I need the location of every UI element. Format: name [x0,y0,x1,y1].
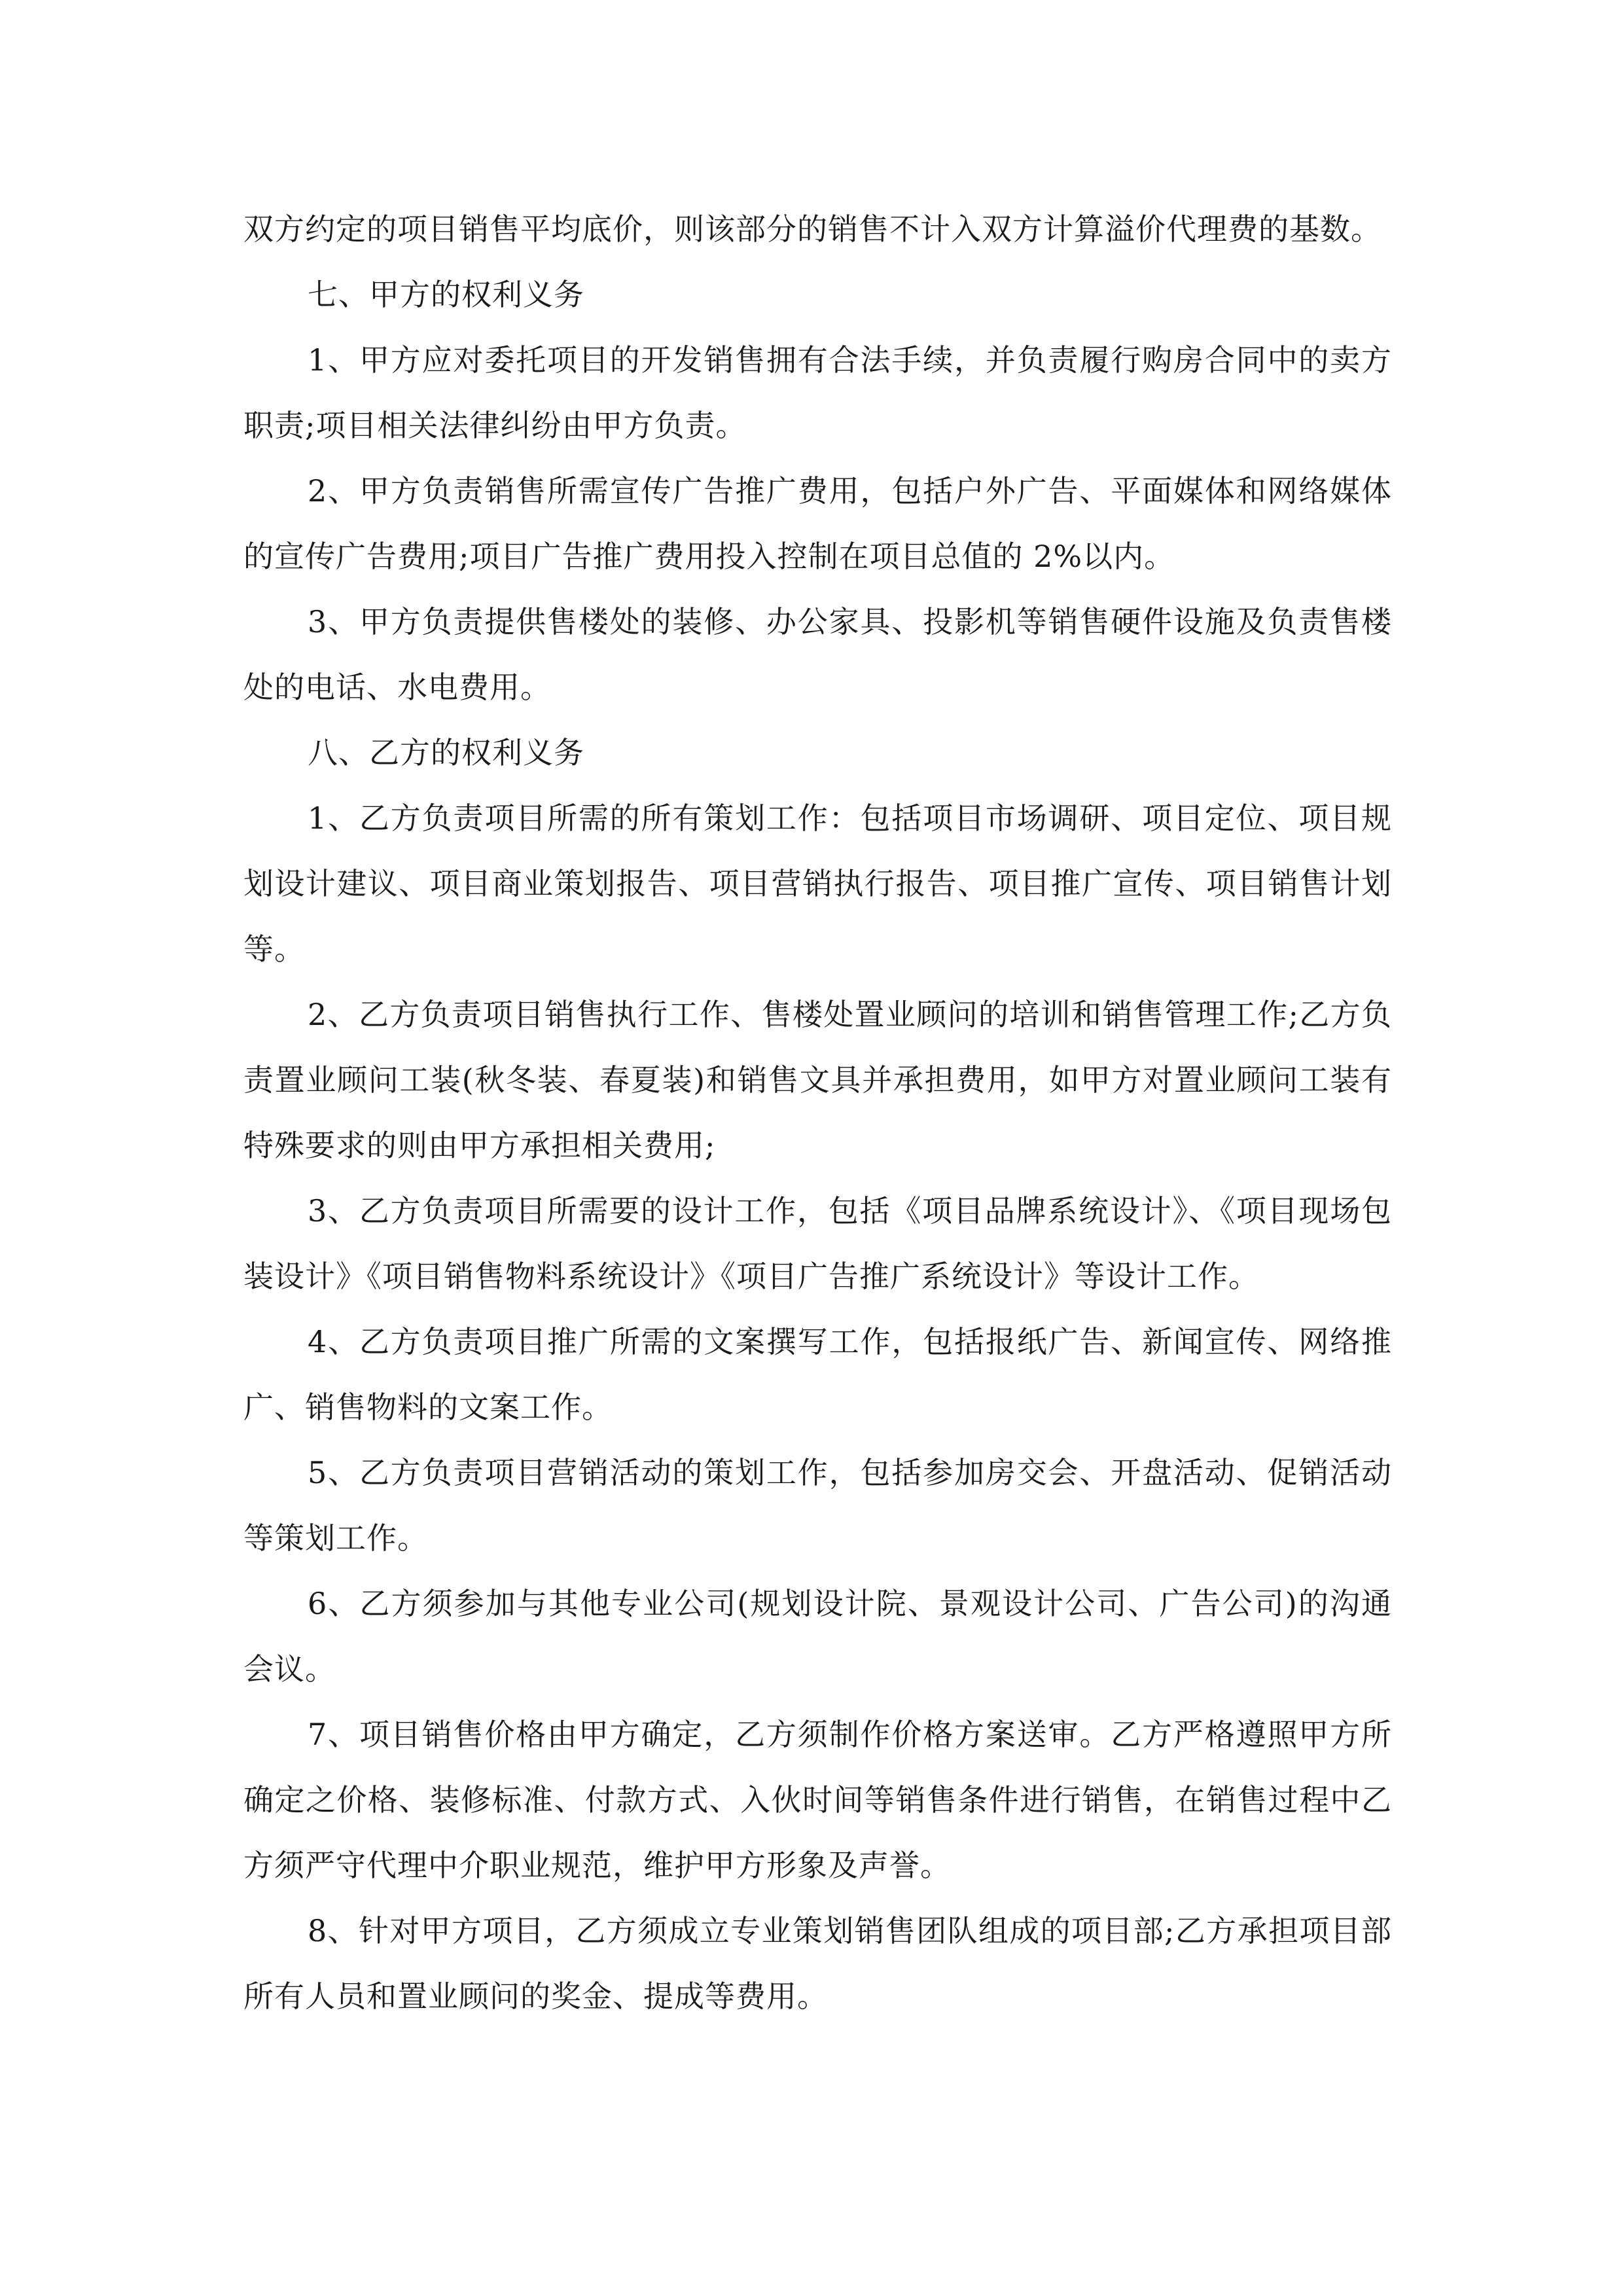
clause-b-8: 8、针对甲方项目，乙方须成立专业策划销售团队组成的项目部;乙方承担项目部所有人员和置业顾问的奖金、提成等费用。 [243,1913,1392,2014]
clause-b-7: 7、项目销售价格由甲方确定，乙方须制作价格方案送审。乙方严格遵照甲方所确定之价格、装修标准、付款方式、入伙时间等销售条件进行销售，在销售过程中乙方须严守代理中介职业规范，维护甲方形象及声誉。 [243,1717,1392,1883]
clause-b-6: 6、乙方须参加与其他专业公司(规划设计院、景观设计公司、广告公司)的沟通会议。 [243,1586,1392,1687]
clause-a-1: 1、甲方应对委托项目的开发销售拥有合法手续，并负责履行购房合同中的卖方职责;项目相关法律纠纷由甲方负责。 [243,342,1392,443]
paragraph-continuation: 双方约定的项目销售平均底价，则该部分的销售不计入双方计算溢价代理费的基数。 [243,211,1382,247]
document-page [243,196,1392,2029]
clause-b-1: 1、乙方负责项目所需的所有策划工作：包括项目市场调研、项目定位、项目规划设计建议、项目商业策划报告、项目营销执行报告、项目推广宣传、项目销售计划等。 [243,800,1392,967]
clause-b-2: 2、乙方负责项目销售执行工作、售楼处置业顾问的培训和销售管理工作;乙方负责置业顾问工装(秋冬装、春夏装)和销售文具并承担费用，如甲方对置业顾问工装有特殊要求的则由甲方承担相关费用; [243,997,1392,1163]
section-heading-party-b: 八、乙方的权利义务 [308,735,584,770]
section-heading-party-a: 七、甲方的权利义务 [308,277,584,312]
clause-b-5: 5、乙方负责项目营销活动的策划工作，包括参加房交会、开盘活动、促销活动等策划工作。 [243,1455,1392,1556]
clause-a-2: 2、甲方负责销售所需宣传广告推广费用，包括户外广告、平面媒体和网络媒体的宣传广告费用;项目广告推广费用投入控制在项目总值的 2%以内。 [243,473,1392,574]
clause-b-3: 3、乙方负责项目所需要的设计工作，包括《项目品牌系统设计》、《项目现场包装设计》《项目销售物料系统设计》《项目广告推广系统设计》等设计工作。 [243,1193,1392,1294]
clause-a-3: 3、甲方负责提供售楼处的装修、办公家具、投影机等销售硬件设施及负责售楼处的电话、水电费用。 [243,604,1392,705]
clause-b-4: 4、乙方负责项目推广所需的文案撰写工作，包括报纸广告、新闻宣传、网络推广、销售物料的文案工作。 [243,1324,1392,1425]
